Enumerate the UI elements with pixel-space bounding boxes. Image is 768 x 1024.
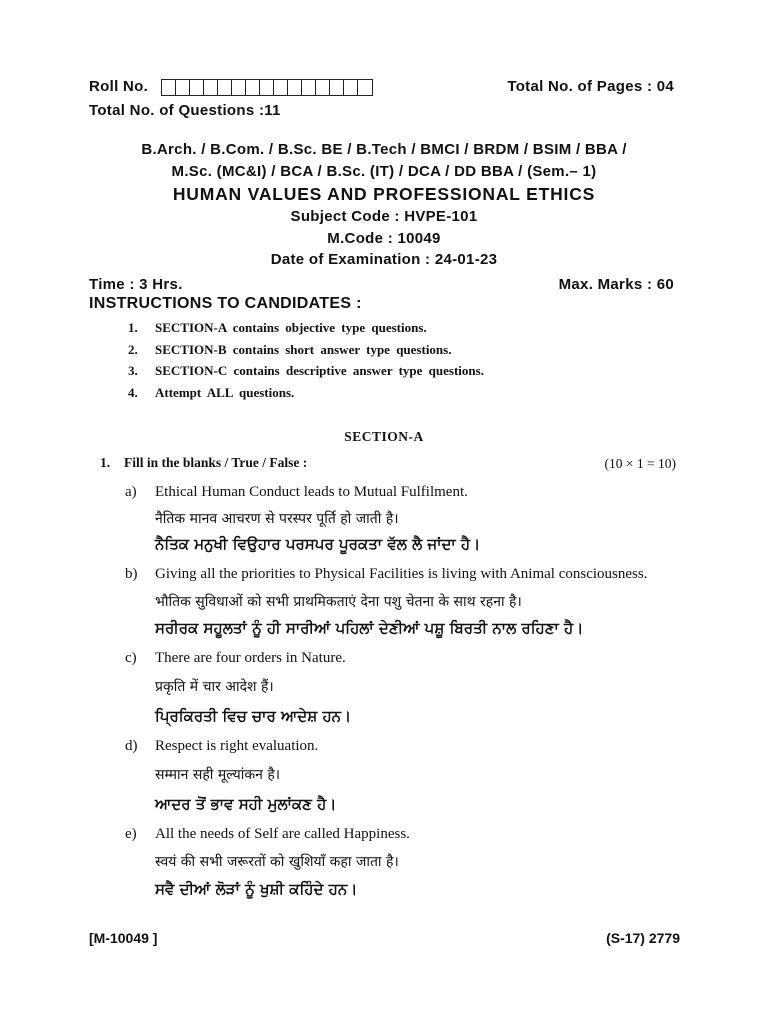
footer-code-right: (S-17) 2779 xyxy=(606,930,680,946)
question-marks: (10 × 1 = 10) xyxy=(604,456,676,471)
hindi-text: प्रकृति में चार आदेश हैं। xyxy=(155,679,274,695)
question-text: Fill in the blanks / True / False : xyxy=(124,455,308,470)
roll-number-row xyxy=(89,78,373,96)
punjabi-text: ਸਵੈ ਦੀਆਂ ਲੋੜਾਂ ਨੂੰ ਖੁਸ਼ੀ ਕਹਿੰਦੇ ਹਨ। xyxy=(155,880,358,898)
course-line-2: M.Sc. (MC&I) / BCA / B.Sc. (IT) / DCA / DD BBA / (Sem.– 1) xyxy=(171,163,597,180)
sub-question-d: d) Respect is right evaluation. xyxy=(125,738,319,754)
sub-question-a: a) Ethical Human Conduct leads to Mutual Fulfilment. xyxy=(125,484,468,500)
max-marks: Max. Marks : 60 xyxy=(558,276,674,293)
english-text: All the needs of Self are called Happiness. xyxy=(155,826,410,842)
time-allowed: Time : 3 Hrs. xyxy=(89,276,183,293)
instruction-item: 4. Attempt ALL questions. xyxy=(128,384,295,400)
english-text: There are four orders in Nature. xyxy=(155,650,346,666)
question-1 xyxy=(100,455,307,471)
question-number: 1. xyxy=(100,455,111,470)
roll-number-label: Roll No. xyxy=(89,78,149,95)
exam-date: Date of Examination : 24-01-23 xyxy=(270,251,498,268)
instructions-list xyxy=(128,320,484,406)
instruction-item: 2. SECTION-B contains short answer type questions. xyxy=(128,341,452,357)
punjabi-text: ਨੈਤਿਕ ਮਨੁਖੀ ਵਿਉਹਾਰ ਪਰਸਪਰ ਪੂਰਕਤਾ ਵੱਲ ਲੈ ਜਾਂਦਾ ਹੈ। xyxy=(155,535,481,553)
m-code: M.Code : 10049 xyxy=(327,230,441,247)
subject-code: Subject Code : HVPE-101 xyxy=(290,208,478,225)
course-line-1: B.Arch. / B.Com. / B.Sc. BE / B.Tech / BMCI / BRDM / BSIM / BBA / xyxy=(141,141,627,158)
footer-code-left: [M-10049 ] xyxy=(89,930,158,946)
hindi-text: स्वयं की सभी जरूरतों को खुशियाँ कहा जाता है। xyxy=(155,854,399,870)
hindi-text: सम्मान सही मूल्यांकन है। xyxy=(155,767,281,783)
sub-question-c: c) There are four orders in Nature. xyxy=(125,650,346,666)
punjabi-text: ਸਰੀਰਕ ਸਹੂਲਤਾਂ ਨੂੰ ਹੀ ਸਾਰੀਆਂ ਪਹਿਲਾਂ ਦੇਣੀਆਂ ਪਸ਼ੂ ਬਿਰਤੀ ਨਾਲ ਰਹਿਣਾ ਹੈ। xyxy=(155,619,584,637)
total-questions: Total No. of Questions :11 xyxy=(89,102,281,119)
sub-question-e: e) All the needs of Self are called Happiness. xyxy=(125,826,410,842)
section-a-heading: SECTION-A xyxy=(344,429,424,444)
paper-title: HUMAN VALUES AND PROFESSIONAL ETHICS xyxy=(172,184,596,204)
english-text: Respect is right evaluation. xyxy=(155,738,319,754)
instruction-item: 3. SECTION-C contains descriptive answer type questions. xyxy=(128,363,484,378)
hindi-text: भौतिक सुविधाओं को सभी प्राथमिकताएं देना पशु चेतना के साथ रहना है। xyxy=(155,594,522,610)
hindi-text: नैतिक मानव आचरण से परस्पर पूर्ति हो जाती है। xyxy=(155,511,399,527)
english-text: Giving all the priorities to Physical Facilities is living with Animal consciousness. xyxy=(155,566,648,582)
sub-question-b: b) Giving all the priorities to Physical Facilities is living with Animal consciousness. xyxy=(125,566,648,582)
roll-number-boxes[interactable] xyxy=(161,79,373,96)
punjabi-text: ਆਦਰ ਤੋਂ ਭਾਵ ਸਹੀ ਮੁਲਾਂਕਣ ਹੈ। xyxy=(155,795,337,813)
instructions-heading: INSTRUCTIONS TO CANDIDATES : xyxy=(89,295,362,312)
instruction-item: 1. SECTION-A contains objective type questions. xyxy=(128,320,427,335)
total-pages: Total No. of Pages : 04 xyxy=(507,78,674,95)
punjabi-text: ਪ੍ਰਿਕਿਰਤੀ ਵਿਚ ਚਾਰ ਆਦੇਸ਼ ਹਨ। xyxy=(155,707,352,725)
english-text: Ethical Human Conduct leads to Mutual Fulfilment. xyxy=(155,484,468,500)
